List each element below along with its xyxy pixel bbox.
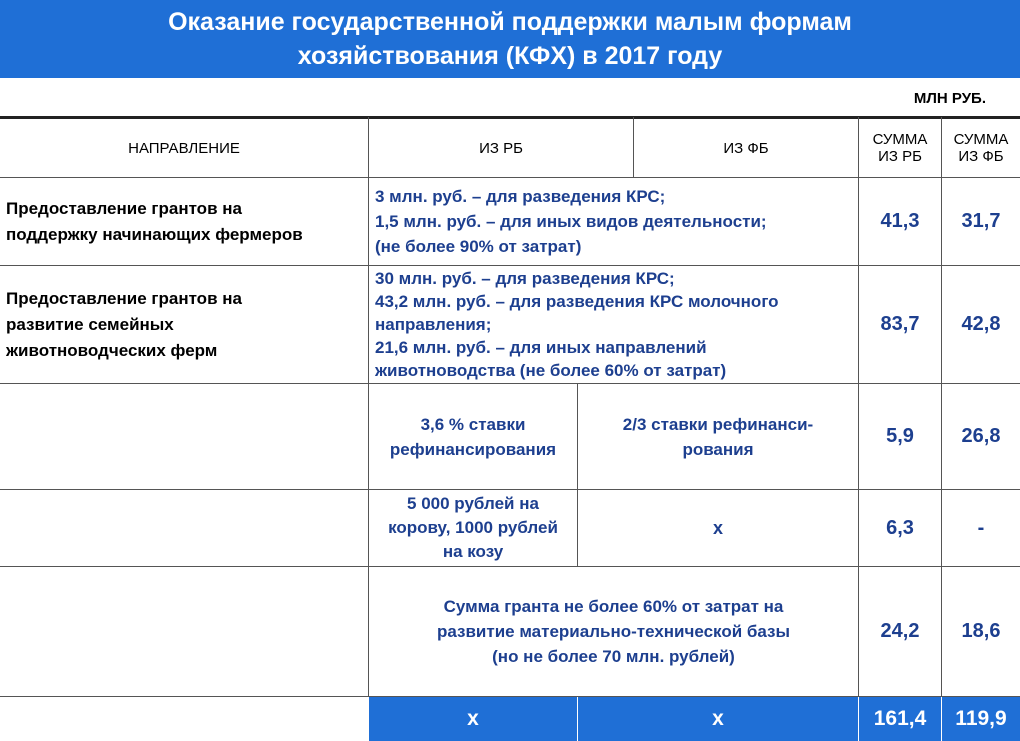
- total-fb: х: [578, 697, 858, 741]
- table-row-1-sum-rb: 41,3: [880, 210, 920, 232]
- page-title: [0, 0, 1020, 78]
- rb-line: 5 000 рублей на: [407, 494, 539, 513]
- desc-line: 43,2 млн. руб. – для разведения КРС молочного: [375, 292, 779, 311]
- table-row-4-sum-rb: 6,3: [886, 516, 914, 539]
- total-sum-fb: 119,9: [942, 697, 1020, 741]
- desc-line: (не более 90% от затрат): [375, 237, 582, 256]
- table-row-1-direction: [0, 178, 368, 265]
- table-row-3-fb: [578, 384, 858, 489]
- header-fb: ИЗ ФБ: [723, 139, 769, 157]
- table-row-2-sum-rb: 83,7: [880, 313, 920, 335]
- header-rb: ИЗ РБ: [479, 139, 523, 157]
- direction-line: поддержку начинающих фермеров: [6, 224, 303, 244]
- table-row-5-sum-rb: 24,2: [880, 620, 920, 642]
- title-line-2: хозяйствования (КФХ) в 2017 году: [297, 42, 723, 70]
- total-sum-rb: 161,4: [859, 697, 941, 741]
- header-sum-fb: [942, 119, 1020, 177]
- header-sum-rb-line2: ИЗ РБ: [878, 148, 922, 165]
- table-row-2-direction: [0, 266, 368, 383]
- direction-line: Предоставление грантов на: [6, 288, 242, 308]
- table-row-4-rb: [369, 490, 577, 566]
- direction-line: Предоставление грантов на: [6, 198, 242, 218]
- header-sum-rb: [859, 119, 941, 177]
- rb-line: корову, 1000 рублей: [388, 518, 558, 537]
- table-row-4-fb: х: [712, 517, 723, 538]
- rb-line: 3,6 % ставки: [420, 414, 526, 434]
- table-row-3-sum-rb: 5,9: [886, 425, 914, 447]
- desc-line: животноводства (не более 60% от затрат): [375, 361, 727, 380]
- table-row-5-desc: [369, 567, 858, 696]
- title-line-1: Оказание государственной поддержки малым формам: [168, 8, 852, 36]
- header-sum-fb-line1: СУММА: [953, 131, 1009, 148]
- table-row-2-sum-fb: 42,8: [961, 313, 1001, 335]
- desc-line: 1,5 млн. руб. – для иных видов деятельности;: [375, 212, 767, 231]
- table-row-2-desc: [369, 266, 858, 383]
- desc-line: 30 млн. руб. – для разведения КРС;: [375, 269, 675, 288]
- desc-line: Сумма гранта не более 60% от затрат на: [443, 597, 784, 616]
- header-direction: НАПРАВЛЕНИЕ: [128, 139, 240, 157]
- total-rb: х: [369, 697, 577, 741]
- desc-line: 21,6 млн. руб. – для иных направлений: [375, 338, 707, 357]
- table-row-3-sum-fb: 26,8: [961, 425, 1001, 447]
- desc-line: направления;: [375, 315, 492, 334]
- desc-line: (но не более 70 млн. рублей): [492, 647, 735, 666]
- desc-line: 3 млн. руб. – для разведения КРС;: [375, 187, 666, 206]
- rb-line: на козу: [442, 542, 504, 561]
- table-row-4-sum-fb: -: [977, 516, 985, 539]
- direction-line: развитие семейных: [6, 314, 174, 334]
- header-sum-rb-line1: СУММА: [872, 131, 928, 148]
- desc-line: развитие материально-технической базы: [436, 622, 791, 641]
- fb-line: 2/3 ставки рефинанси-: [622, 414, 814, 434]
- direction-line: животноводческих ферм: [6, 340, 218, 360]
- table-row-3-rb: [369, 384, 577, 489]
- fb-line: рования: [682, 439, 754, 459]
- unit-label: МЛН РУБ.: [913, 90, 986, 107]
- table-row-1-desc: [369, 178, 858, 265]
- table-row-5-sum-fb: 18,6: [961, 620, 1001, 642]
- rb-line: рефинансирования: [389, 439, 557, 459]
- table-row-1-sum-fb: 31,7: [961, 210, 1001, 232]
- header-sum-fb-line2: ИЗ ФБ: [958, 148, 1004, 165]
